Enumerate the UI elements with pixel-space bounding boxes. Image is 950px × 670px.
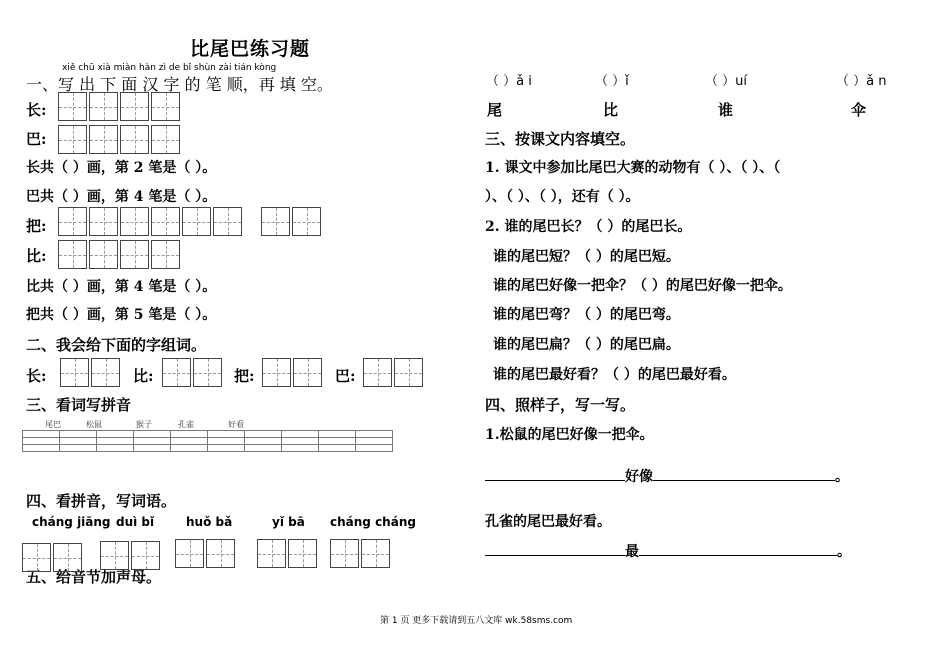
pinyin-write-table[interactable] bbox=[22, 430, 393, 452]
section4-heading: 四、看拼音，写词语。 bbox=[26, 492, 177, 510]
sentence-line-1[interactable] bbox=[485, 466, 849, 486]
initial-blank-2: （ ）ǐ bbox=[595, 74, 629, 89]
question-4: 谁的尾巴好像一把伞？（ ）的尾巴好像一把伞。 bbox=[493, 278, 792, 294]
page-footer: 第 1 页 更多下载请到五八文库 wk.58sms.com bbox=[380, 616, 573, 626]
char-label-ba2: 把: bbox=[26, 217, 47, 235]
word-label-ba2: 把: bbox=[234, 367, 255, 385]
question-1a: 1. 课文中参加比尾巴大赛的动物有（ ）、（ ）、（ bbox=[485, 160, 781, 176]
stroke-grid-bi[interactable] bbox=[58, 240, 180, 269]
char-label-bi: 比: bbox=[26, 247, 47, 265]
word-haoxiang: 好像 bbox=[625, 469, 653, 485]
pinyin-cue-5: cháng cháng bbox=[330, 515, 416, 529]
right-section4-heading: 四、照样子，写一写。 bbox=[485, 396, 636, 414]
question-7: 谁的尾巴最好看？（ ）的尾巴最好看。 bbox=[493, 367, 736, 383]
section1-pinyin: xiě chū xià miàn hàn zì de bǐ shùn zài tián kòng bbox=[62, 63, 277, 73]
word-write-grid-2[interactable] bbox=[100, 541, 160, 570]
word-label-chang: 长: bbox=[26, 367, 47, 385]
period: 。 bbox=[837, 544, 851, 560]
word-grid-ba[interactable] bbox=[363, 358, 423, 387]
word-grid-bi[interactable] bbox=[162, 358, 222, 387]
section3-heading: 三、看词写拼音 bbox=[26, 396, 132, 414]
pinyin-word-2: 松鼠 bbox=[86, 420, 102, 429]
blank-line[interactable] bbox=[485, 541, 625, 556]
stroke-grid-ba2-extra[interactable] bbox=[261, 207, 321, 236]
pinyin-word-4: 孔雀 bbox=[178, 420, 194, 429]
word-write-grid-4[interactable] bbox=[257, 539, 317, 568]
fill-line-bi: 比共（ ）画，第 4 笔是（ ）。 bbox=[26, 279, 217, 295]
section1-heading: 一、写 出 下 面 汉 字 的 笔 顺，再 填 空。 bbox=[26, 75, 333, 94]
pinyin-cue-1: cháng jiāng bbox=[32, 515, 111, 529]
initial-char-3: 谁 bbox=[718, 101, 734, 119]
pinyin-cue-3: huǒ bǎ bbox=[186, 515, 233, 529]
blank-line[interactable] bbox=[653, 466, 835, 481]
word-label-ba: 巴: bbox=[335, 367, 356, 385]
word-label-bi: 比: bbox=[133, 367, 154, 385]
initial-char-4: 伞 bbox=[851, 101, 867, 119]
initial-blank-1: （ ）ǎ i bbox=[486, 74, 532, 89]
question-6: 谁的尾巴扁？（ ）的尾巴扁。 bbox=[493, 337, 680, 353]
word-zui: 最 bbox=[625, 544, 639, 560]
fill-line-ba2: 把共（ ）画，第 5 笔是（ ）。 bbox=[26, 307, 217, 323]
question-3: 谁的尾巴短？（ ）的尾巴短。 bbox=[493, 249, 680, 265]
initial-blank-3: （ ）uí bbox=[705, 74, 747, 89]
question-1b: ）、（ ）、（ ），还有（ ）。 bbox=[485, 189, 640, 205]
word-write-grid-1[interactable] bbox=[22, 543, 82, 572]
example-sentence-1: 1.松鼠的尾巴好像一把伞。 bbox=[485, 427, 654, 443]
initial-char-1: 尾 bbox=[487, 101, 503, 119]
question-2: 2. 谁的尾巴长？（ ）的尾巴长。 bbox=[485, 219, 692, 235]
right-section3-heading: 三、按课文内容填空。 bbox=[485, 130, 636, 148]
pinyin-cue-4: yǐ bā bbox=[272, 515, 305, 529]
blank-line[interactable] bbox=[485, 466, 625, 481]
word-grid-chang[interactable] bbox=[60, 358, 120, 387]
question-5: 谁的尾巴弯？（ ）的尾巴弯。 bbox=[493, 307, 680, 323]
word-write-grid-5[interactable] bbox=[330, 539, 390, 568]
section5-heading: 五、给音节加声母。 bbox=[26, 568, 162, 586]
char-label-ba: 巴: bbox=[26, 130, 47, 148]
pinyin-cue-2: duì bǐ bbox=[116, 515, 155, 529]
initial-char-2: 比 bbox=[603, 101, 619, 119]
section2-heading: 二、我会给下面的字组词。 bbox=[26, 336, 207, 354]
stroke-grid-ba[interactable] bbox=[58, 125, 180, 154]
fill-line-chang: 长共（ ）画，第 2 笔是（ ）。 bbox=[26, 160, 217, 176]
fill-line-ba: 巴共（ ）画，第 4 笔是（ ）。 bbox=[26, 189, 217, 205]
stroke-grid-ba2[interactable] bbox=[58, 207, 242, 236]
example-sentence-2: 孔雀的尾巴最好看。 bbox=[485, 514, 611, 530]
char-label-chang: 长: bbox=[26, 101, 47, 119]
word-grid-ba2[interactable] bbox=[262, 358, 322, 387]
blank-line[interactable] bbox=[639, 541, 837, 556]
pinyin-word-5: 好看 bbox=[228, 420, 244, 429]
pinyin-word-3: 猴子 bbox=[136, 420, 152, 429]
sentence-line-2[interactable] bbox=[485, 541, 851, 561]
page-title: 比尾巴练习题 bbox=[190, 38, 311, 60]
period: 。 bbox=[835, 469, 849, 485]
initial-blank-4: （ ）ǎ n bbox=[836, 74, 887, 89]
word-write-grid-3[interactable] bbox=[175, 539, 235, 568]
pinyin-word-1: 尾巴 bbox=[45, 420, 61, 429]
stroke-grid-chang[interactable] bbox=[58, 92, 180, 121]
